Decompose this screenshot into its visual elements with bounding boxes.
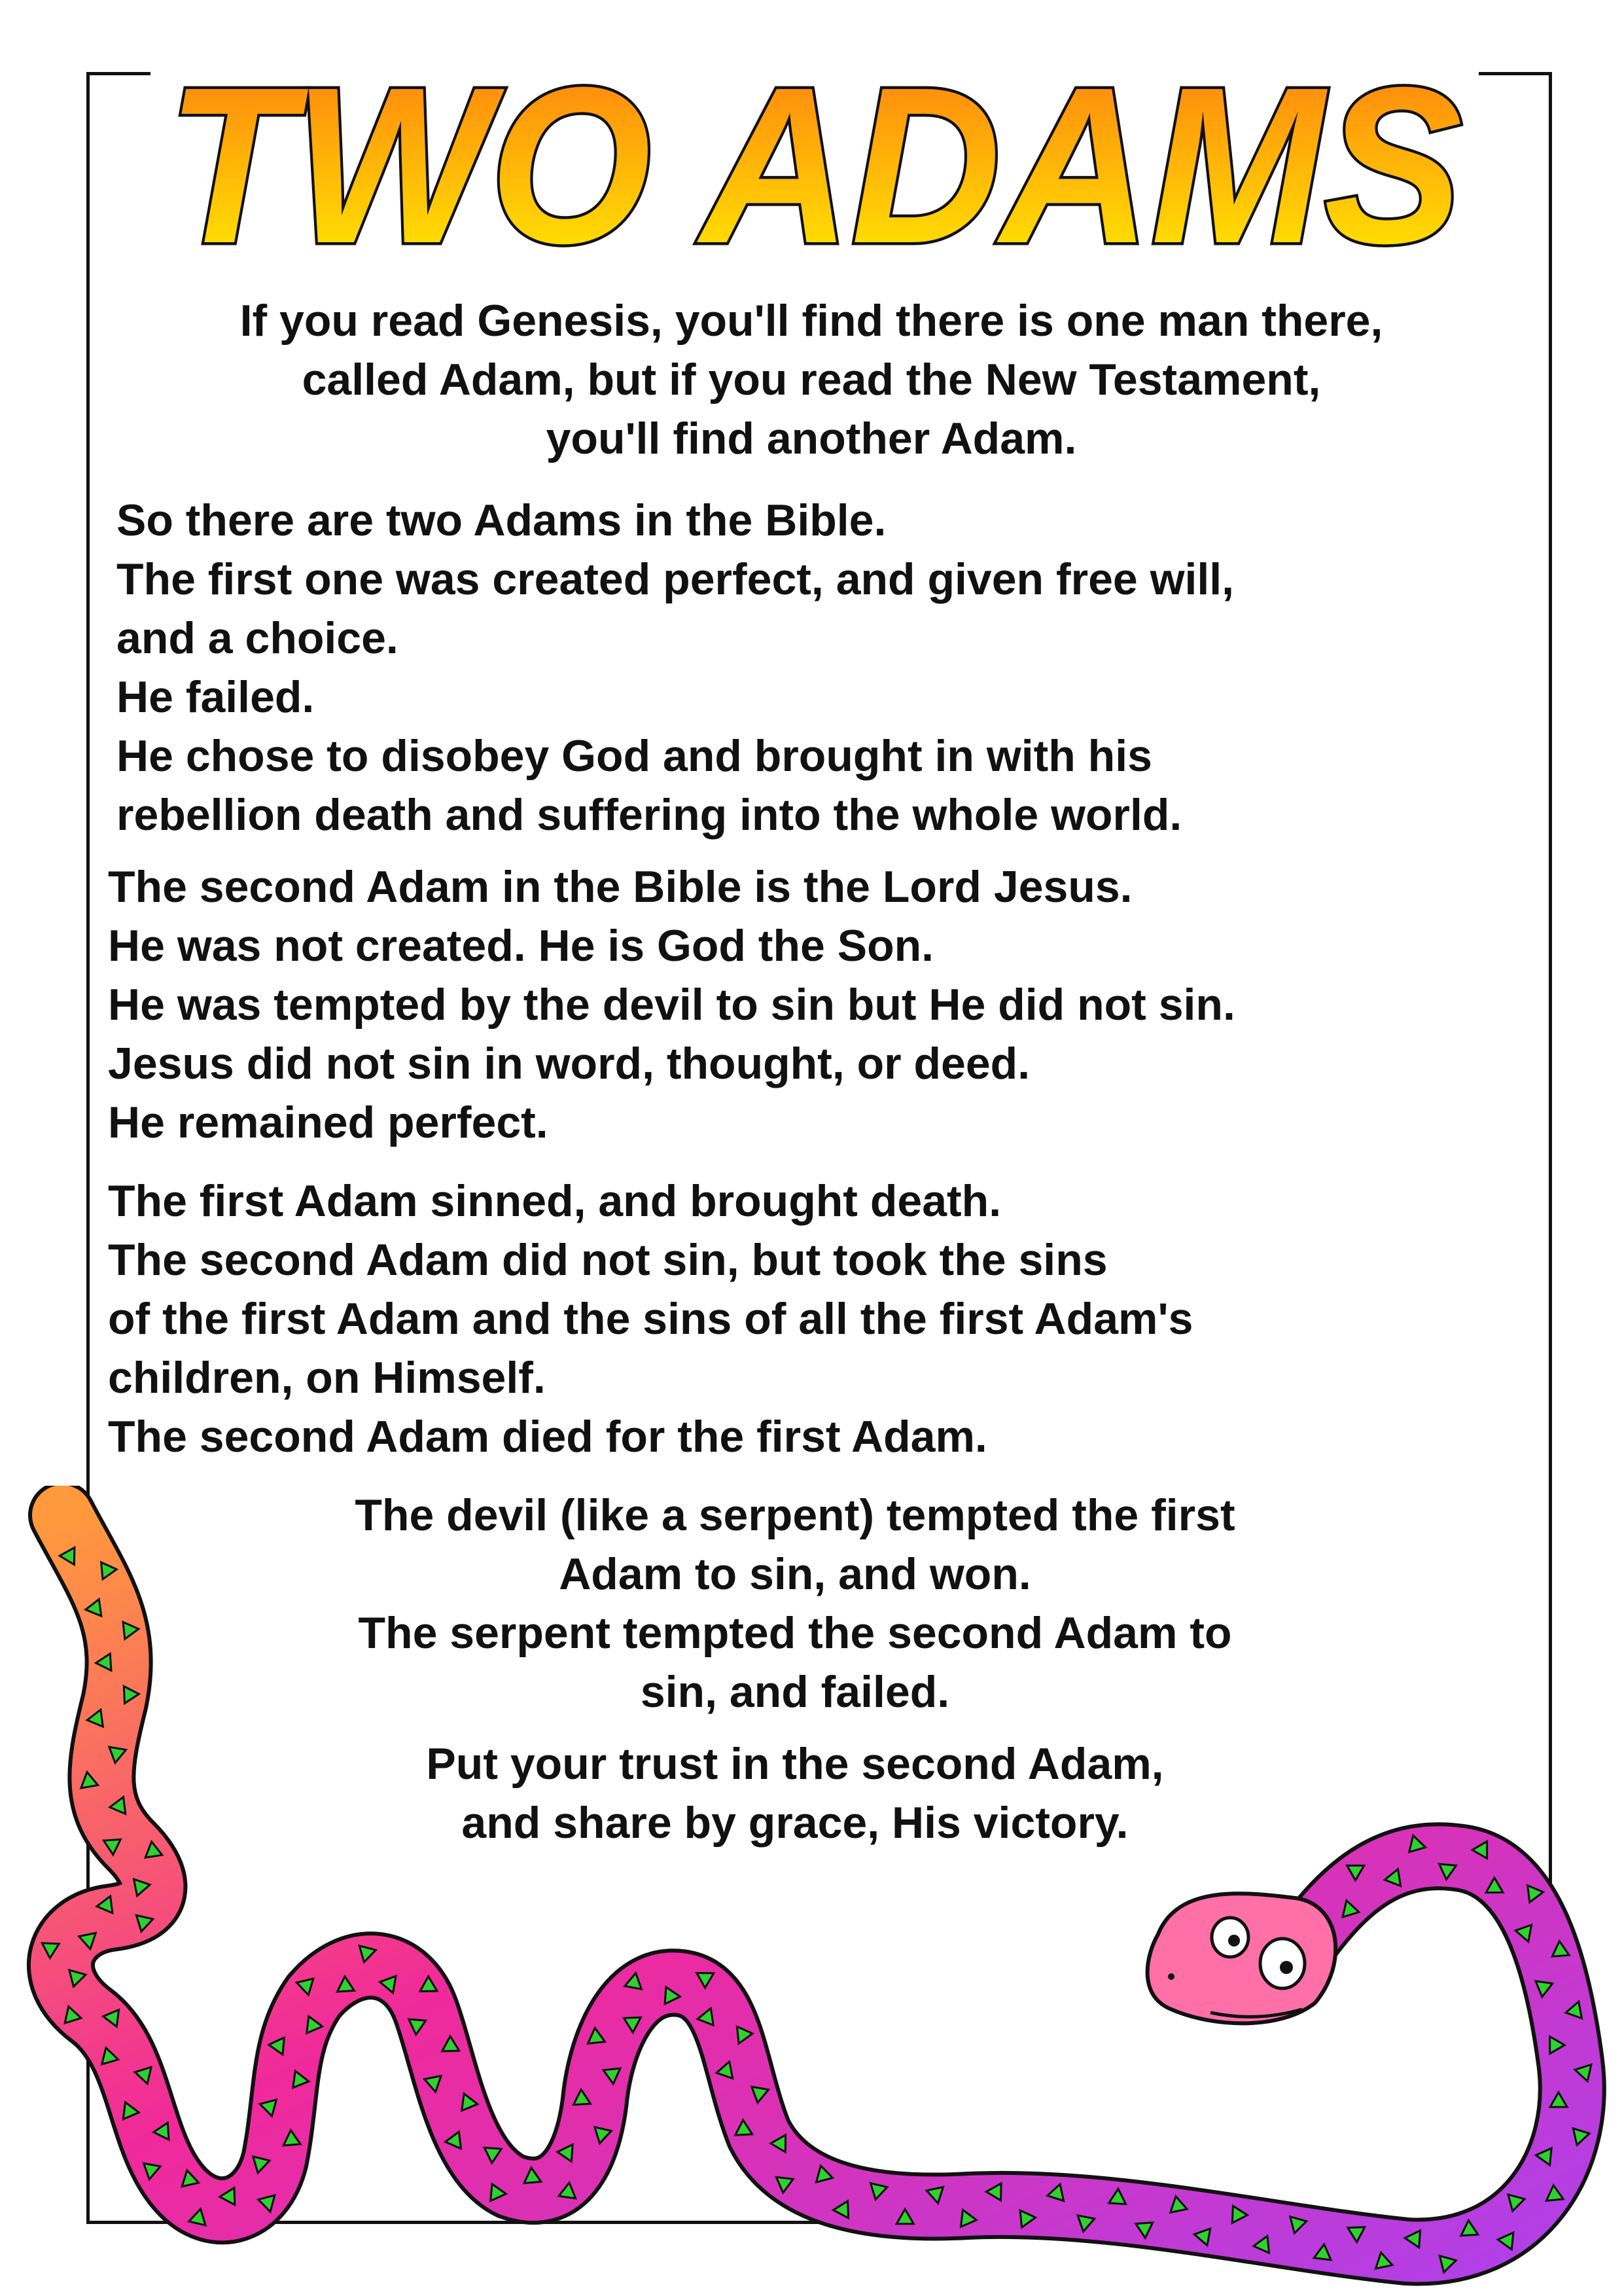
paragraph-line: He remained perfect. — [108, 1098, 548, 1147]
intro-paragraph — [92, 291, 1531, 468]
title-banner — [150, 26, 1479, 288]
paragraph-line: The second Adam did not sin, but took the sins — [108, 1235, 1108, 1285]
intro-line: If you read Genesis, you'll find there is one man there, — [239, 296, 1383, 346]
paragraph-line: The serpent tempted the second Adam to — [358, 1608, 1232, 1658]
paragraph-line: The first one was created perfect, and given free will, — [116, 554, 1235, 604]
paragraph-line: The second Adam died for the first Adam. — [108, 1412, 987, 1462]
paragraph-line: He failed. — [116, 672, 315, 722]
paragraph-line: rebellion death and suffering into the whole world. — [116, 790, 1182, 840]
page-title: TWO ADAMS — [167, 41, 1464, 288]
paragraph-line: He was tempted by the devil to sin but He did not sin. — [108, 980, 1235, 1030]
paragraph-line: and a choice. — [116, 613, 398, 663]
paragraph-line: children, on Himself. — [108, 1353, 546, 1403]
paragraph-line: The first Adam sinned, and brought death. — [108, 1176, 1002, 1226]
paragraph-line: Put your trust in the second Adam, — [426, 1739, 1164, 1789]
paragraph-line: sin, and failed. — [640, 1667, 950, 1717]
paragraph-line: So there are two Adams in the Bible. — [116, 495, 887, 545]
first-adam-paragraph — [116, 491, 1234, 844]
paragraph-line: Adam to sin, and won. — [559, 1549, 1031, 1599]
serpent-head — [1148, 1893, 1336, 2023]
intro-line: you'll find another Adam. — [546, 414, 1077, 463]
paragraph-line: and share by grace, His victory. — [461, 1798, 1129, 1848]
paragraph-line: The devil (like a serpent) tempted the first — [355, 1490, 1235, 1540]
serpent-paragraph — [222, 1486, 1368, 1721]
closing-paragraph — [222, 1734, 1368, 1852]
paragraph-line: He chose to disobey God and brought in with his — [116, 731, 1152, 781]
paragraph-line: Jesus did not sin in word, thought, or deed. — [108, 1039, 1031, 1088]
intro-line: called Adam, but if you read the New Testament, — [302, 355, 1321, 404]
comparison-paragraph — [108, 1172, 1193, 1466]
paragraph-line: The second Adam in the Bible is the Lord Jesus. — [108, 862, 1133, 912]
paragraph-line: He was not created. He is God the Son. — [108, 921, 934, 971]
title-graphic — [150, 26, 1479, 288]
paragraph-line: of the first Adam and the sins of all the first Adam's — [108, 1294, 1193, 1344]
second-adam-paragraph — [108, 857, 1235, 1152]
